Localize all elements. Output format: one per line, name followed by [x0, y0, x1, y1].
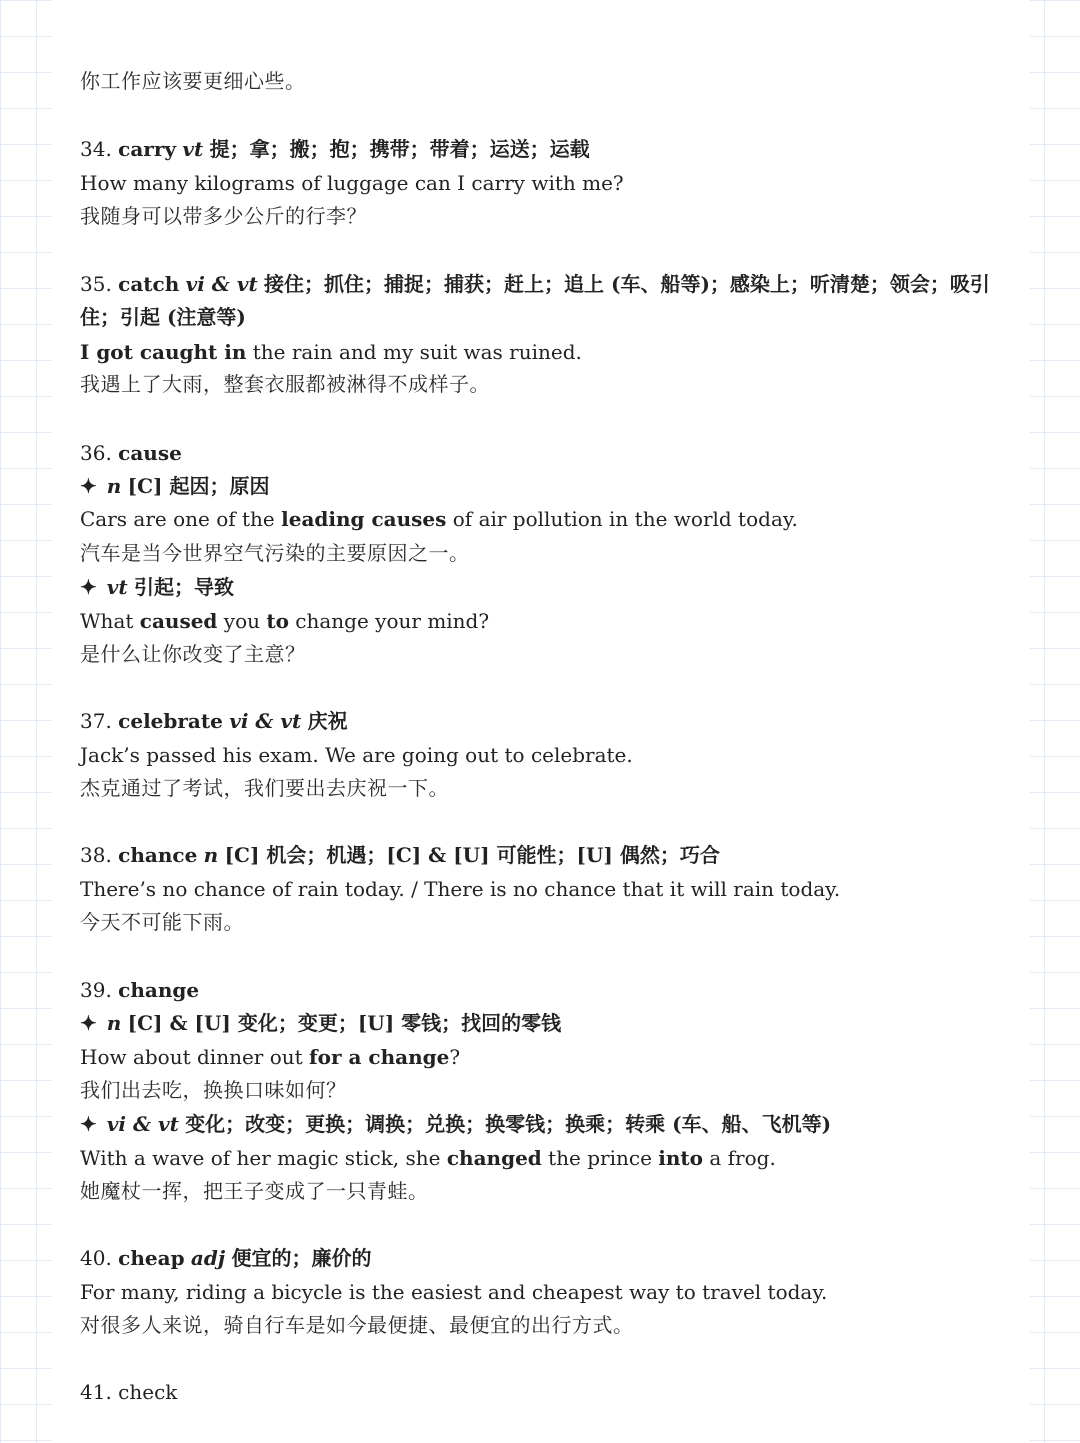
definition: [C] & [U] 变化；变更；[U] 零钱；找回的零钱	[127, 1011, 562, 1035]
headword: cause	[118, 441, 182, 465]
example-text: the rain and my suit was ruined.	[246, 340, 582, 364]
headword: carry	[118, 137, 177, 161]
part-of-speech: vt	[182, 137, 204, 161]
entry-36-sense-2-example-en	[80, 605, 1010, 638]
entry-number: 39.	[80, 978, 112, 1002]
entry-number: 38.	[80, 843, 112, 867]
definition: 便宜的；廉价的	[231, 1246, 372, 1270]
headword: cheap	[118, 1246, 185, 1270]
entry-34-example-en: How many kilograms of luggage can I carry with me?	[80, 171, 624, 195]
example-text: Cars are one of the	[80, 507, 282, 531]
entry-39-sense-2	[80, 1108, 1010, 1141]
entry-number: 36.	[80, 441, 112, 465]
entry-number: 40.	[80, 1246, 112, 1270]
entry-number: 37.	[80, 709, 112, 733]
example-highlight: changed	[446, 1146, 542, 1170]
star-bullet-icon: ✦	[80, 1112, 97, 1136]
star-bullet-icon: ✦	[80, 1011, 97, 1035]
definition: 庆祝	[307, 709, 348, 733]
definition: [C] 起因；原因	[127, 474, 270, 498]
definition: 接住；抓住；捕捉；捕获；赶上；追上 (车、船等)；感染上；听清楚；领会；吸引住；引起 (注意等)	[80, 272, 990, 329]
entry-41-heading	[80, 1376, 1010, 1409]
part-of-speech: n	[106, 474, 122, 498]
example-text: What	[80, 609, 140, 633]
entry-36-sense-1-example-en	[80, 503, 1010, 536]
entry-39-sense-1-example-zh: 我们出去吃，换换口味如何？	[80, 1078, 347, 1102]
entry-35-example-en	[80, 336, 1010, 369]
part-of-speech: n	[106, 1011, 122, 1035]
part-of-speech: vi & vt	[229, 709, 302, 733]
entry-35-heading	[80, 268, 1010, 334]
entry-39-sense-1	[80, 1007, 1010, 1040]
example-highlight: to	[266, 609, 289, 633]
example-text: you	[217, 609, 267, 633]
definition: 引起；导致	[133, 575, 234, 599]
example-text: change your mind?	[288, 609, 490, 633]
example-highlight: into	[658, 1146, 704, 1170]
headword: catch	[118, 272, 180, 296]
entry-number: 41.	[80, 1380, 112, 1404]
entry-34-example-zh: 我随身可以带多少公斤的行李？	[80, 204, 367, 228]
entry-36-sense-2-example-zh: 是什么让你改变了主意？	[80, 642, 306, 666]
example-text: of air pollution in the world today.	[446, 507, 798, 531]
entry-number: 35.	[80, 272, 112, 296]
intro-translation: 你工作应该要更细心些。	[80, 69, 306, 93]
entry-39-sense-2-example-en	[80, 1142, 1010, 1175]
example-highlight: for a change	[309, 1045, 450, 1069]
entry-40-heading	[80, 1242, 1010, 1275]
part-of-speech: adj	[190, 1246, 226, 1270]
entry-36-sense-1-example-zh: 汽车是当今世界空气污染的主要原因之一。	[80, 541, 470, 565]
entry-number: 34.	[80, 137, 112, 161]
entry-34-heading	[80, 133, 1010, 166]
part-of-speech: vi & vt	[106, 1112, 179, 1136]
example-text: the prince	[541, 1146, 659, 1170]
definition: 变化；改变；更换；调换；兑换；换零钱；换乘；转乘 (车、船、飞机等)	[185, 1112, 832, 1136]
entry-40-example-zh: 对很多人来说，骑自行车是如今最便捷、最便宜的出行方式。	[80, 1313, 634, 1337]
star-bullet-icon: ✦	[80, 575, 97, 599]
entry-38-example-en: There’s no chance of rain today. / There is no chance that it will rain today.	[80, 877, 841, 901]
entry-37-example-en: Jack’s passed his exam. We are going out to celebrate.	[80, 743, 633, 767]
entry-39-sense-1-example-en	[80, 1041, 1010, 1074]
example-highlight: caused	[139, 609, 218, 633]
example-text: ?	[449, 1045, 461, 1069]
example-highlight: I got caught in	[80, 340, 247, 364]
example-highlight: leading causes	[281, 507, 447, 531]
headword: celebrate	[118, 709, 223, 733]
entry-37-example-zh: 杰克通过了考试，我们要出去庆祝一下。	[80, 776, 449, 800]
entry-36-sense-2	[80, 571, 1010, 604]
example-text: How about dinner out	[80, 1045, 310, 1069]
part-of-speech: vt	[106, 575, 128, 599]
headword: check	[118, 1380, 178, 1404]
part-of-speech: vi & vt	[185, 272, 258, 296]
definition: 提；拿；搬；抱；携带；带着；运送；运载	[209, 137, 590, 161]
example-text: a frog.	[703, 1146, 776, 1170]
entry-39-sense-2-example-zh: 她魔杖一挥，把王子变成了一只青蛙。	[80, 1179, 429, 1203]
example-text: With a wave of her magic stick, she	[80, 1146, 447, 1170]
entry-37-heading	[80, 705, 1010, 738]
part-of-speech: n	[203, 843, 219, 867]
entry-40-example-en: For many, riding a bicycle is the easiest and cheapest way to travel today.	[80, 1280, 828, 1304]
entry-35-example-zh: 我遇上了大雨，整套衣服都被淋得不成样子。	[80, 372, 490, 396]
entry-36-sense-1	[80, 470, 1010, 503]
entry-36-heading	[80, 437, 1010, 470]
definition: [C] 机会；机遇；[C] & [U] 可能性；[U] 偶然；巧合	[224, 843, 720, 867]
entry-39-heading	[80, 974, 1010, 1007]
star-bullet-icon: ✦	[80, 474, 97, 498]
entry-38-heading	[80, 839, 1010, 872]
headword: change	[118, 978, 200, 1002]
entry-38-example-zh: 今天不可能下雨。	[80, 910, 244, 934]
headword: chance	[118, 843, 198, 867]
